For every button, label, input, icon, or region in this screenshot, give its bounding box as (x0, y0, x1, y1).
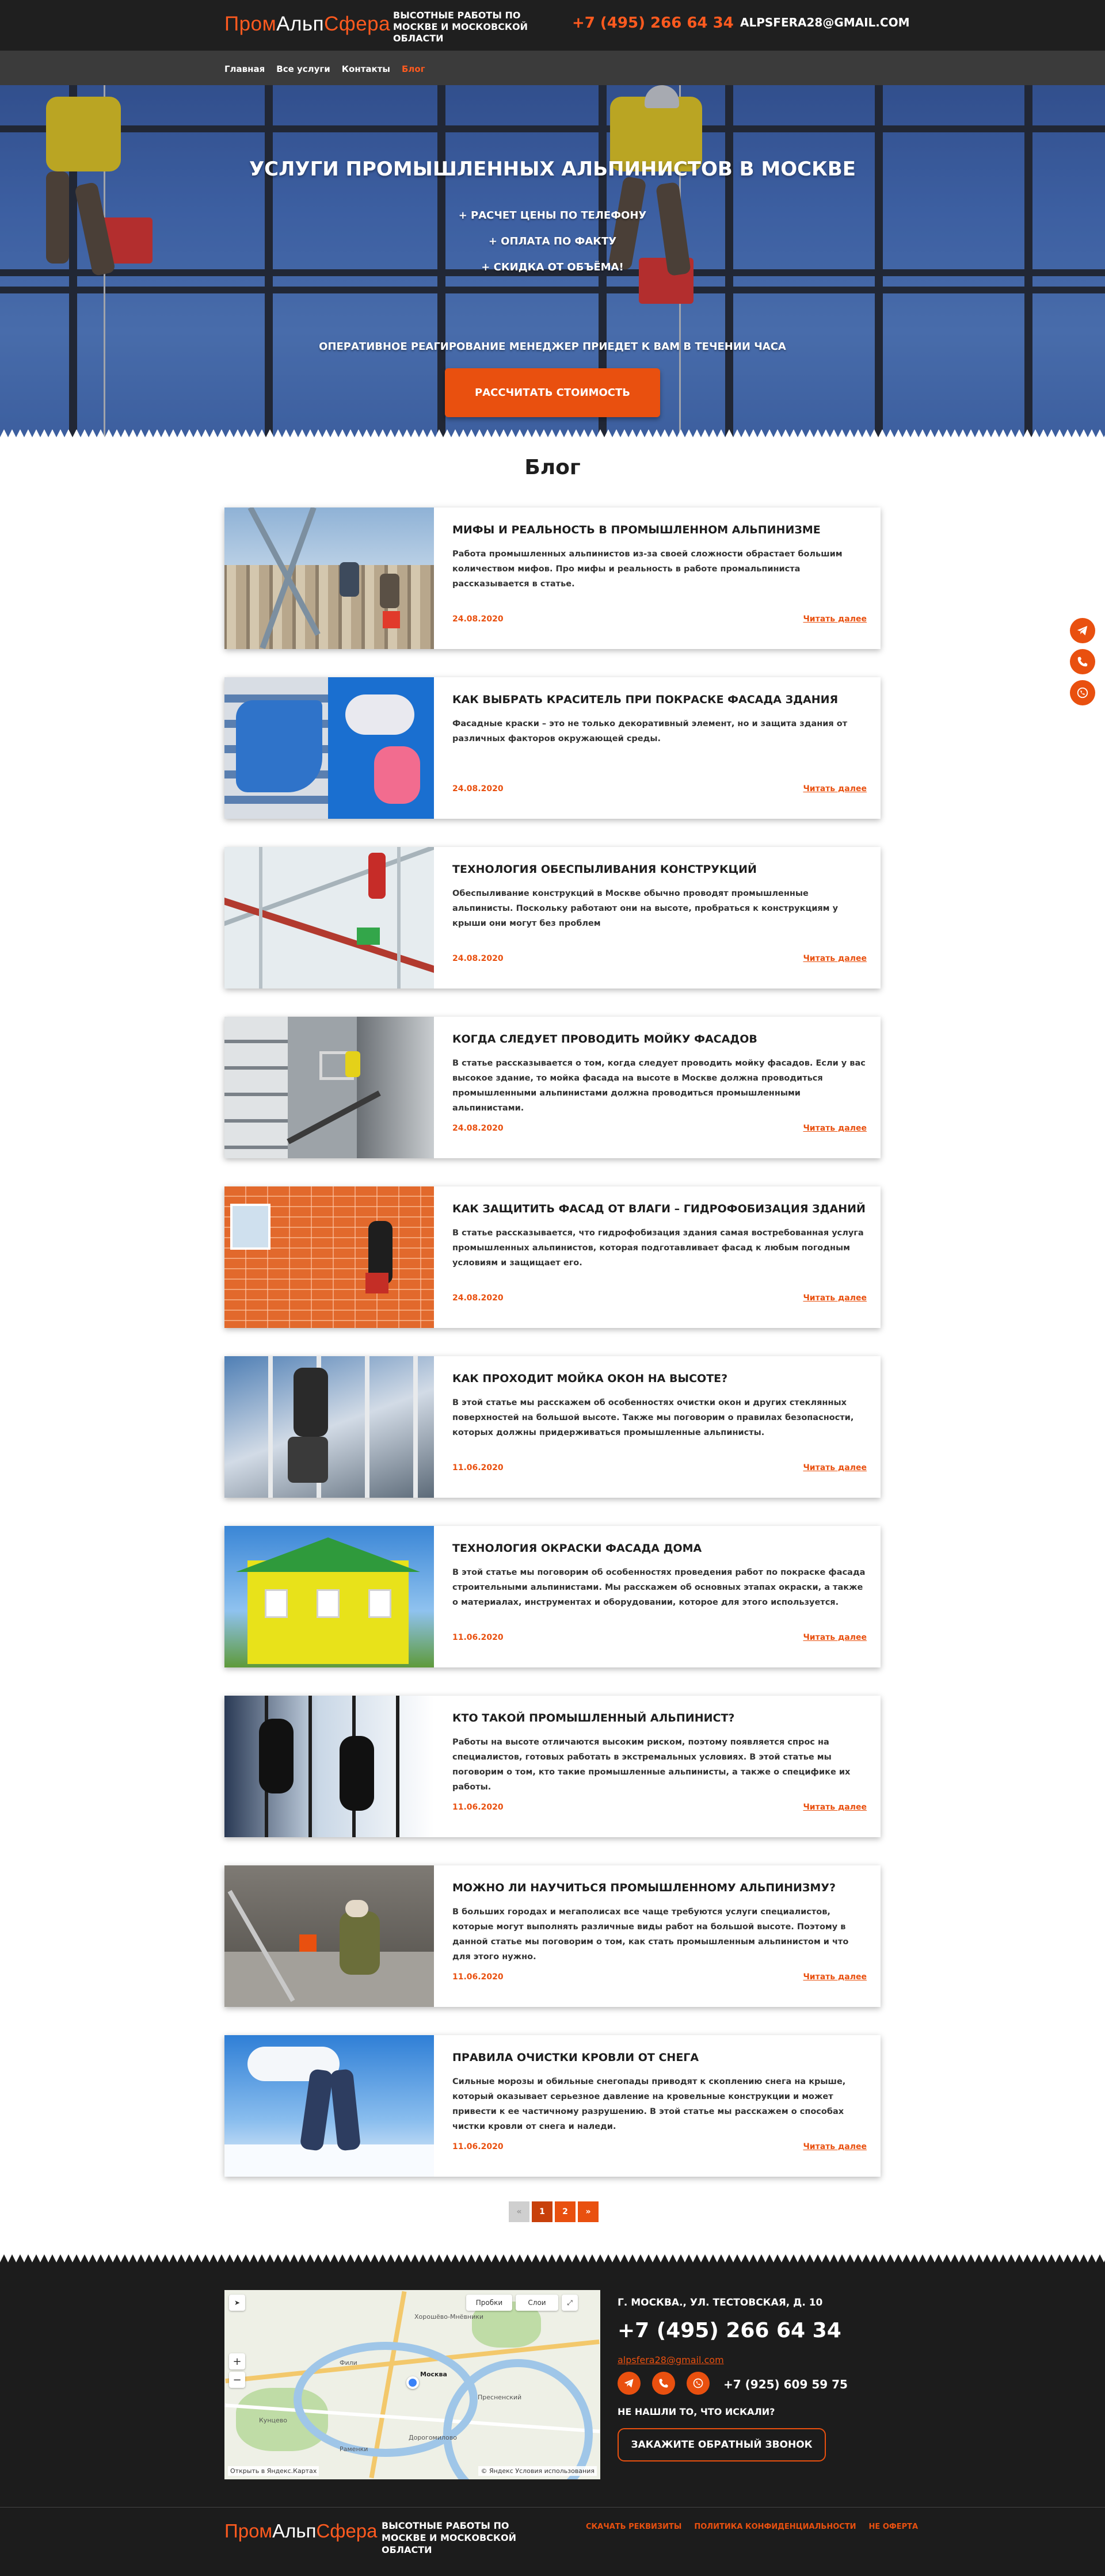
post-date: 11.06.2020 (452, 1633, 504, 1642)
post-excerpt: Работа промышленных альпинистов из-за своей сложности обрастает большим количеством мифов. Про мифы и реальность в работе промальпиниста рассказывается в статье. (452, 549, 843, 589)
calculate-cost-button[interactable]: РАССЧИТАТЬ СТОИМОСТЬ (445, 368, 660, 417)
privacy-policy-link[interactable]: ПОЛИТИКА КОНФИДЕНЦИАЛЬНОСТИ (694, 2522, 856, 2531)
header-phone[interactable]: +7 (495) 266 64 34 (572, 14, 734, 32)
post-body (452, 1865, 867, 2007)
post-title[interactable]: КТО ТАКОЙ ПРОМЫШЛЕННЫЙ АЛЬПИНИСТ? (452, 1712, 735, 1724)
logo[interactable] (224, 13, 390, 36)
map-label: Раменки (340, 2445, 368, 2453)
blog-card[interactable] (224, 507, 881, 649)
post-excerpt: В этой статье мы расскажем об особенностях очистки окон и других стеклянных поверхностей на большой высоте. Также мы поговорим о правилах безопасности, которых должны придерживаться промышленные альпинисты. (452, 1398, 854, 1437)
telegram-button[interactable] (618, 2372, 641, 2395)
post-title[interactable]: КАК ВЫБРАТЬ КРАСИТЕЛЬ ПРИ ПОКРАСКЕ ФАСАДА ЗДАНИЯ (452, 693, 839, 706)
footer-phone[interactable]: +7 (495) 266 64 34 (618, 2319, 841, 2342)
read-more-link[interactable]: Читать далее (803, 1803, 867, 1812)
nav-bar (0, 51, 1105, 85)
read-more-link[interactable]: Читать далее (803, 784, 867, 793)
hero-title: УСЛУГИ ПРОМЫШЛЕННЫХ АЛЬПИНИСТОВ В МОСКВЕ (249, 158, 856, 181)
post-thumbnail[interactable] (224, 1526, 434, 1667)
viber-icon (658, 2377, 669, 2389)
post-title[interactable]: МИФЫ И РЕАЛЬНОСТЬ В ПРОМЫШЛЕННОМ АЛЬПИНИЗМЕ (452, 524, 821, 536)
read-more-link[interactable]: Читать далее (803, 615, 867, 624)
blog-card[interactable] (224, 847, 881, 989)
map-navigate-icon[interactable]: ➤ (229, 2295, 245, 2311)
zoom-in-button[interactable]: + (229, 2353, 245, 2369)
post-date: 11.06.2020 (452, 2142, 504, 2151)
map-label: Москва (420, 2371, 447, 2378)
blog-title: Блог (524, 456, 581, 479)
header-email[interactable]: ALPSFERA28@GMAIL.COM (740, 16, 910, 29)
post-thumbnail[interactable] (224, 1186, 434, 1328)
post-thumbnail[interactable] (224, 1017, 434, 1158)
traffic-button[interactable] (466, 2295, 512, 2311)
footer-divider (0, 2507, 1105, 2508)
post-title[interactable]: ТЕХНОЛОГИЯ ОКРАСКИ ФАСАДА ДОМА (452, 1542, 702, 1555)
post-excerpt: Работы на высоте отличаются высоким риском, поэтому появляется спрос на специалистов, готовых работать в экстремальных условиях. В этой статье мы поговорим о том, кто такие промышленные альпинисты, а также о специфике их работы. (452, 1738, 851, 1792)
zoom-out-button[interactable]: − (229, 2372, 245, 2388)
blog-card[interactable] (224, 1696, 881, 1837)
read-more-link[interactable]: Читать далее (803, 1463, 867, 1472)
post-thumbnail[interactable] (224, 1865, 434, 2007)
blog-card[interactable] (224, 1526, 881, 1667)
main-nav (224, 64, 425, 74)
blog-list (224, 507, 881, 2205)
nav-item-contacts[interactable]: Контакты (341, 64, 390, 74)
footer-links (586, 2522, 918, 2531)
blog-card[interactable] (224, 1017, 881, 1158)
post-title[interactable]: КАК ПРОХОДИТ МОЙКА ОКОН НА ВЫСОТЕ? (452, 1372, 728, 1385)
map-label: Фили (340, 2359, 357, 2367)
pagination-next[interactable]: » (578, 2201, 599, 2222)
layers-button[interactable] (516, 2295, 558, 2311)
viber-button[interactable] (652, 2372, 675, 2395)
map-label: Дорогомилово (409, 2434, 457, 2441)
hero-banner (0, 85, 1105, 437)
post-body (452, 1017, 867, 1158)
whatsapp-icon (1076, 686, 1089, 699)
header (0, 0, 1105, 51)
logo-part-2: Альп (276, 13, 325, 35)
map-label: Хорошёво-Мнёвники (414, 2313, 484, 2321)
map-label: Кунцево (259, 2417, 287, 2424)
read-more-link[interactable]: Читать далее (803, 954, 867, 963)
whatsapp-button[interactable] (687, 2372, 710, 2395)
footer-tagline: ВЫСОТНЫЕ РАБОТЫ ПО МОСКВЕ И МОСКОВСКОЙ ОБЛАСТИ (382, 2520, 516, 2555)
hero-benefit: + ОПЛАТА ПО ФАКТУ (488, 235, 617, 247)
post-date: 24.08.2020 (452, 1293, 504, 1303)
logo-part-1: Пром (224, 13, 277, 35)
blog-card[interactable] (224, 1356, 881, 1498)
telegram-side-button[interactable] (1070, 618, 1095, 643)
telegram-icon (1076, 624, 1089, 637)
traffic-label: Пробки (475, 2299, 503, 2307)
viber-icon (1076, 655, 1089, 668)
blog-card[interactable] (224, 677, 881, 819)
callback-button[interactable]: ЗАКАЖИТЕ ОБРАТНЫЙ ЗВОНОК (618, 2428, 826, 2461)
post-thumbnail[interactable] (224, 847, 434, 989)
pagination-page-2[interactable]: 2 (555, 2201, 576, 2222)
post-thumbnail[interactable] (224, 1696, 434, 1837)
post-thumbnail[interactable] (224, 507, 434, 649)
download-requisites-link[interactable]: СКАЧАТЬ РЕКВИЗИТЫ (586, 2522, 682, 2531)
map-label: Пресненский (478, 2394, 522, 2401)
post-date: 24.08.2020 (452, 615, 504, 624)
hero-benefit: + СКИДКА ОТ ОБЪЁМА! (481, 261, 624, 273)
blog-card[interactable] (224, 2035, 881, 2177)
logo-part-3: Сфера (324, 13, 391, 35)
logo-part-1: Пром (224, 2520, 273, 2541)
layers-label: Слои (528, 2299, 546, 2307)
read-more-link[interactable]: Читать далее (803, 1293, 867, 1303)
post-thumbnail[interactable] (224, 677, 434, 819)
fullscreen-icon[interactable]: ⤢ (562, 2295, 578, 2311)
post-excerpt: В статье рассказывается о том, когда следует проводить мойку фасадов. Если у вас высокое здание, то мойка фасада на высоте в Москве должна проводиться промышленными альпинистами должна проводиться промышленными альпинистами. (452, 1059, 866, 1113)
post-date: 11.06.2020 (452, 1463, 504, 1472)
telegram-icon (623, 2377, 635, 2389)
read-more-link[interactable]: Читать далее (803, 1124, 867, 1133)
post-thumbnail[interactable] (224, 2035, 434, 2177)
pagination-page-1[interactable]: 1 (532, 2201, 552, 2222)
not-offer-link[interactable]: НЕ ОФЕРТА (868, 2522, 919, 2531)
footer-zigzag-divider (0, 2254, 1105, 2262)
post-excerpt: Обеспыливание конструкций в Москве обычно проводят промышленные альпинисты. Поскольку работают они на высоте, пробраться к конструкциям у крыши они могут без проблем (452, 889, 839, 928)
post-body (452, 1356, 867, 1498)
post-excerpt: В больших городах и мегаполисах все чаще требуются услуги специалистов, которые могут выполнять различные виды работ на большой высоте. Поэтому в данной статье мы поговорим о том, как стать промышленным альпинистом и что для этого нужно. (452, 1907, 849, 1961)
blog-card[interactable] (224, 1186, 881, 1328)
post-title[interactable]: ТЕХНОЛОГИЯ ОБЕСПЫЛИВАНИЯ КОНСТРУКЦИЙ (452, 863, 757, 876)
blog-card[interactable] (224, 1865, 881, 2007)
logo-part-3: Сфера (316, 2520, 378, 2541)
whatsapp-icon (692, 2377, 704, 2389)
post-date: 24.08.2020 (452, 784, 504, 793)
address: Г. МОСКВА., УЛ. ТЕСТОВСКАЯ, Д. 10 (618, 2297, 823, 2308)
logo-part-2: Альп (272, 2520, 317, 2541)
post-excerpt: Фасадные краски – это не только декоративный элемент, но и защита здания от различных факторов окружающей среды. (452, 719, 848, 743)
post-body (452, 677, 867, 819)
post-excerpt: Сильные морозы и обильные снегопады приводят к скоплению снега на крыше, который оказывает серьезное давление на кровельные конструкции и может привести к ее частичному разрушению. В этой статье мы расскажем о способах чистки кровли от снега и наледи. (452, 2077, 846, 2131)
read-more-link[interactable]: Читать далее (803, 1633, 867, 1642)
post-excerpt: В этой статье мы поговорим об особенностях проведения работ по покраске фасада строительными альпинистами. Мы расскажем об основных этапах окраски, а также о материалах, инструментах и оборудовании, которое для этого используется. (452, 1568, 866, 1607)
nav-item-services[interactable]: Все услуги (276, 64, 330, 74)
open-in-yandex-link[interactable]: Открыть в Яндекс.Картах (228, 2466, 319, 2476)
post-body (452, 1186, 867, 1328)
post-body (452, 507, 867, 649)
post-date: 11.06.2020 (452, 1803, 504, 1812)
post-excerpt: В статье рассказывается, что гидрофобизация здания самая востребованная услуга промышленных альпинистов, которая подготавливает фасад к любым погодным условиям и защищает его. (452, 1228, 864, 1268)
whatsapp-side-button[interactable] (1070, 680, 1095, 705)
hero-subtitle: ОПЕРАТИВНОЕ РЕАГИРОВАНИЕ МЕНЕДЖЕР ПРИЕДЕТ К ВАМ В ТЕЧЕНИИ ЧАСА (319, 341, 786, 353)
yandex-map[interactable] (224, 2290, 600, 2479)
location-pin-icon[interactable] (406, 2376, 419, 2389)
post-date: 24.08.2020 (452, 954, 504, 963)
header-tagline: ВЫСОТНЫЕ РАБОТЫ ПО МОСКВЕ И МОСКОВСКОЙ ОБЛАСТИ (393, 10, 528, 44)
not-found-text: НЕ НАШЛИ ТО, ЧТО ИСКАЛИ? (618, 2406, 775, 2417)
post-date: 24.08.2020 (452, 1124, 504, 1133)
footer-logo[interactable] (224, 2520, 378, 2542)
pagination (509, 2201, 599, 2222)
post-title[interactable]: МОЖНО ЛИ НАУЧИТЬСЯ ПРОМЫШЛЕННОМУ АЛЬПИНИЗМУ? (452, 1882, 836, 1894)
read-more-link[interactable]: Читать далее (803, 2142, 867, 2151)
post-body (452, 1526, 867, 1667)
map-terms[interactable]: © Яндекс Условия использования (478, 2466, 597, 2476)
post-date: 11.06.2020 (452, 1972, 504, 1982)
zigzag-divider (0, 429, 1105, 437)
viber-side-button[interactable] (1070, 649, 1095, 674)
post-body (452, 847, 867, 989)
pagination-prev[interactable]: « (509, 2201, 529, 2222)
footer (0, 2262, 1105, 2576)
post-thumbnail[interactable] (224, 1356, 434, 1498)
read-more-link[interactable]: Читать далее (803, 1972, 867, 1982)
post-title[interactable]: ПРАВИЛА ОЧИСТКИ КРОВЛИ ОТ СНЕГА (452, 2051, 699, 2064)
nav-item-home[interactable]: Главная (224, 64, 265, 74)
hero-benefit: + РАСЧЕТ ЦЕНЫ ПО ТЕЛЕФОНУ (458, 209, 647, 222)
footer-email[interactable]: alpsfera28@gmail.com (618, 2354, 724, 2365)
post-title[interactable]: КОГДА СЛЕДУЕТ ПРОВОДИТЬ МОЙКУ ФАСАДОВ (452, 1033, 757, 1045)
post-body (452, 2035, 867, 2177)
hero-benefits (0, 203, 1105, 280)
post-body (452, 1696, 867, 1837)
nav-item-blog[interactable]: Блог (401, 64, 425, 74)
post-title[interactable]: КАК ЗАЩИТИТЬ ФАСАД ОТ ВЛАГИ – ГИДРОФОБИЗАЦИЯ ЗДАНИЙ (452, 1203, 866, 1215)
footer-phone-2[interactable]: +7 (925) 609 59 75 (723, 2377, 848, 2391)
